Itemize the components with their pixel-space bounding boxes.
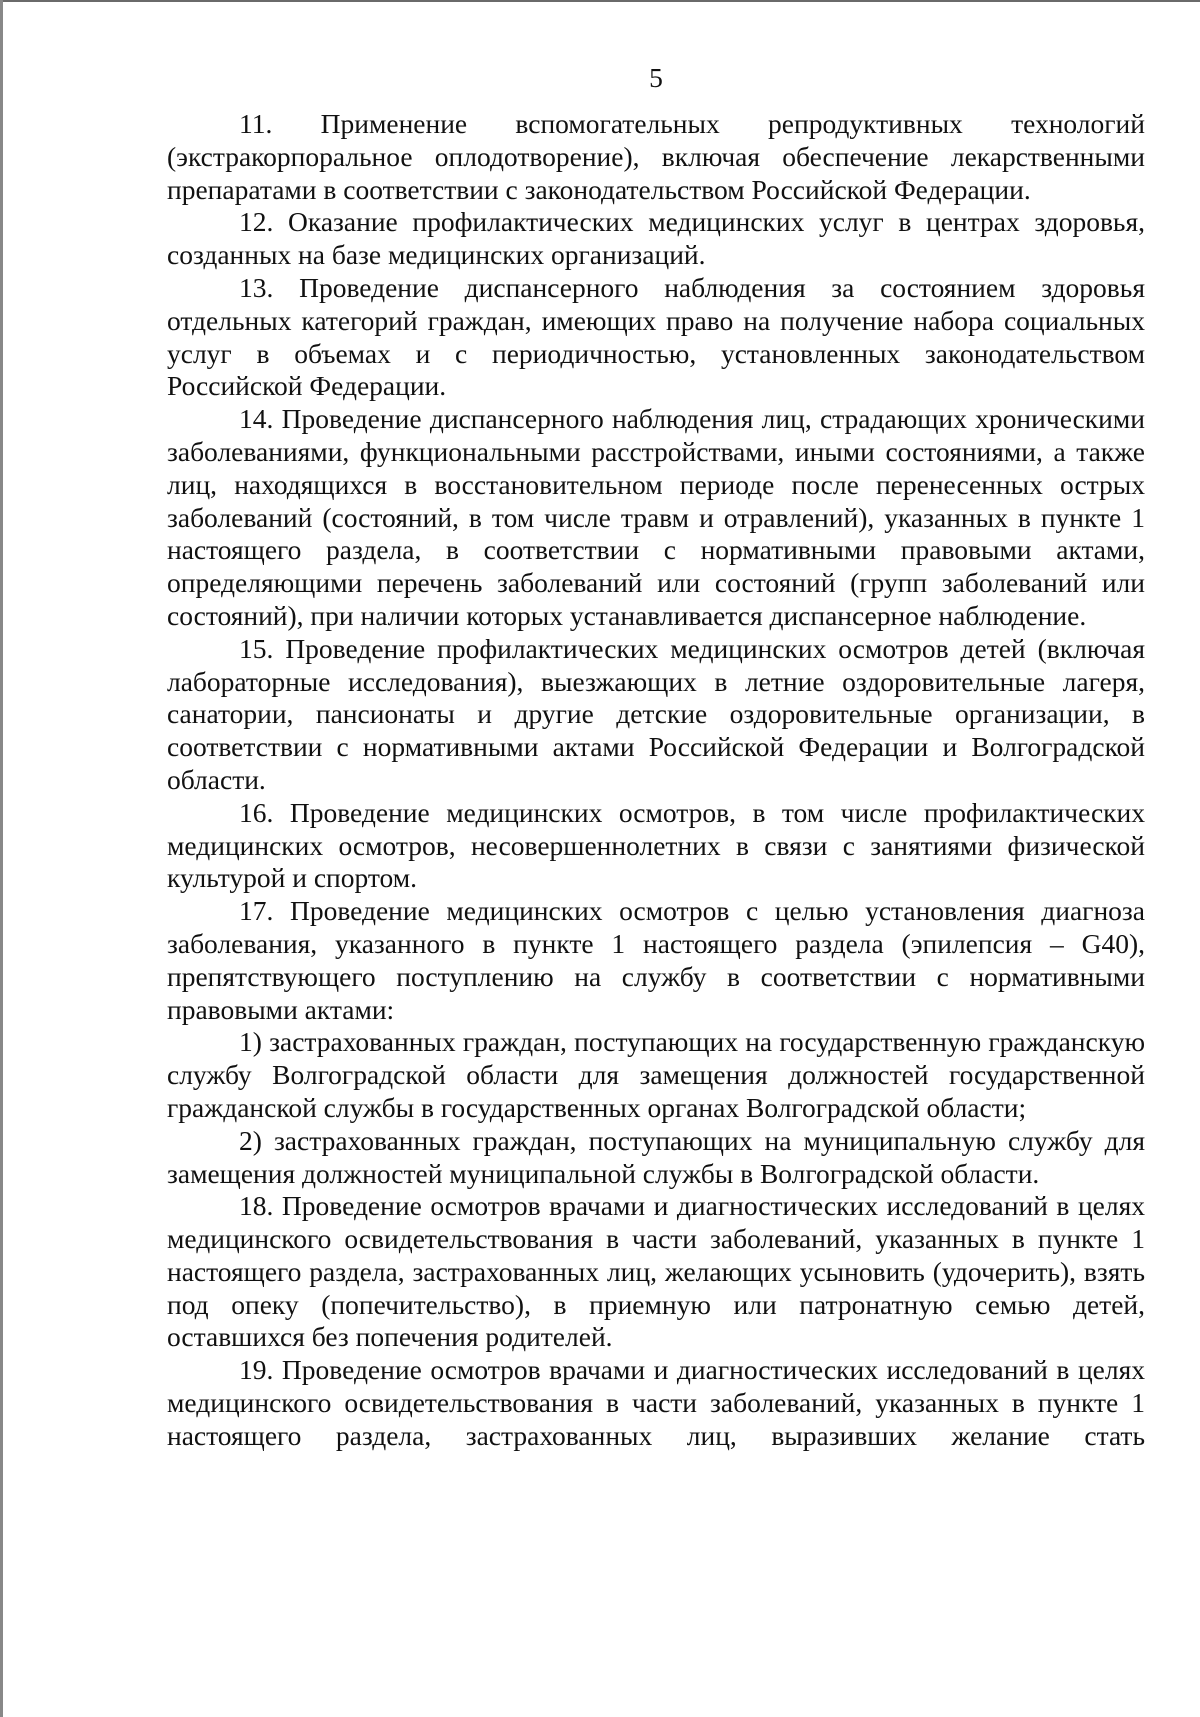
page-number: 5 (649, 62, 663, 93)
paragraph-item-18: 18. Проведение осмотров врачами и диагностических исследований в целях медицинского освидетельствования в части заболеваний, указанных в пункте 1 настоящего раздела, застрахованных лиц, желающих усыновить (удочерить), взять под опеку (попечительство), в приемную или патронатную семью детей, оставшихся без попечения родителей. (167, 1190, 1145, 1353)
paragraph-subitem-17-2: 2) застрахованных граждан, поступающих на муниципальную службу для замещения должностей муниципальной службы в Волгоградской области. (167, 1124, 1145, 1189)
paragraph-item-19: 19. Проведение осмотров врачами и диагностических исследований в целях медицинского освидетельствования в части заболеваний, указанных в пункте 1 настоящего раздела, застрахованных лиц, выразивших желание стать (167, 1354, 1145, 1451)
paragraph-item-12: 12. Оказание профилактических медицинских услуг в центрах здоровья, созданных на базе медицинских организаций. (167, 206, 1145, 271)
paragraph-subitem-17-1: 1) застрахованных граждан, поступающих на государственную гражданскую службу Волгоградской области для замещения должностей государственной гражданской службы в государственных органах Волгоградской области; (167, 1026, 1145, 1123)
scan-edge-top (0, 0, 1200, 2)
paragraph-item-11: 11. Применение вспомогательных репродуктивных технологий (экстракорпоральное оплодотворение), включая обеспечение лекарственными препаратами в соответствии с законодательством Российской Федерации. (167, 108, 1145, 205)
paragraph-item-16: 16. Проведение медицинских осмотров, в том числе профилактических медицинских осмотров, несовершеннолетних в связи с занятиями физической культурой и спортом. (167, 796, 1145, 894)
document-page (167, 60, 1145, 1453)
paragraph-item-13: 13. Проведение диспансерного наблюдения за состоянием здоровья отдельных категорий граждан, имеющих право на получение набора социальных услуг в объемах и с периодичностью, установленных законодательством Российской Федерации. (167, 271, 1145, 402)
paragraph-item-15: 15. Проведение профилактических медицинских осмотров детей (включая лабораторные исследования), выезжающих в летние оздоровительные лагеря, санатории, пансионаты и другие детские оздоровительные организации, в соответствии с нормативными актами Российской Федерации и Волгоградской области. (167, 632, 1145, 795)
scan-edge-left (0, 0, 3, 1717)
paragraph-item-14: 14. Проведение диспансерного наблюдения лиц, страдающих хроническими заболеваниями, функциональными расстройствами, иными состояниями, а также лиц, находящихся в восстановительном периоде после перенесенных острых заболеваний (состояний, в том числе травм и отравлений), указанных в пункте 1 настоящего раздела, в соответствии с нормативными правовыми актами, определяющими перечень заболеваний или состояний (групп заболеваний или состояний), при наличии которых устанавливается диспансерное наблюдение. (167, 403, 1145, 631)
paragraph-item-17: 17. Проведение медицинских осмотров с целью установления диагноза заболевания, указанного в пункте 1 настоящего раздела (эпилепсия – G40), препятствующего поступлению на службу в соответствии с нормативными правовыми актами: (167, 895, 1145, 1025)
